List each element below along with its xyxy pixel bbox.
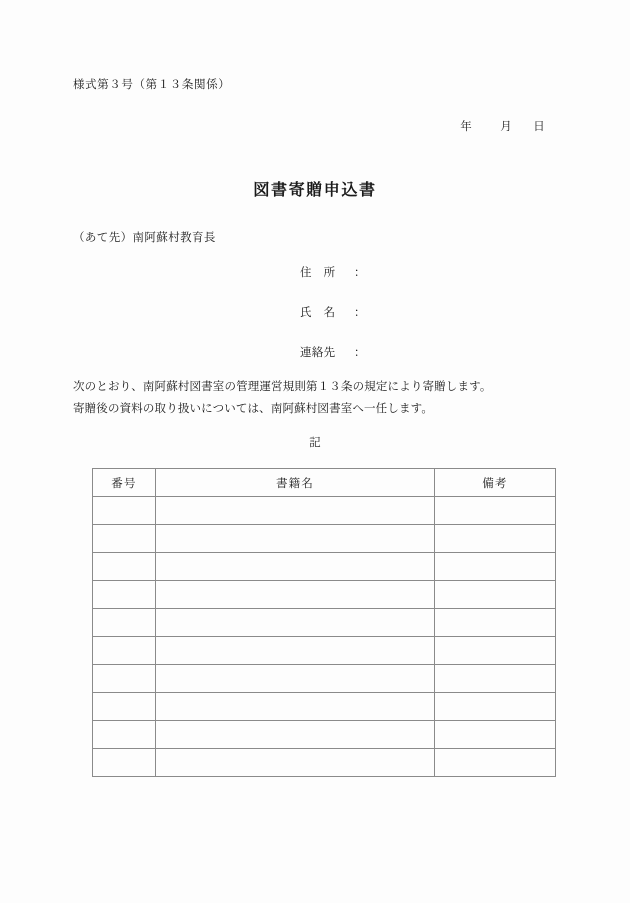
table-row xyxy=(93,525,556,553)
cell-book-title[interactable] xyxy=(156,721,435,749)
column-header-book-title: 書籍名 xyxy=(156,469,435,497)
column-header-remark: 備考 xyxy=(435,469,556,497)
cell-book-title[interactable] xyxy=(156,581,435,609)
column-header-no: 番号 xyxy=(93,469,156,497)
name-field-label: 氏 名 xyxy=(300,305,336,319)
table-body xyxy=(93,497,556,777)
cell-no[interactable] xyxy=(93,497,156,525)
page-title: 図書寄贈申込書 xyxy=(253,180,377,199)
table-header-row xyxy=(93,469,556,497)
contact-field-colon: ： xyxy=(354,345,366,359)
cell-remark[interactable] xyxy=(435,721,556,749)
cell-book-title[interactable] xyxy=(156,497,435,525)
field-row-address xyxy=(300,264,420,304)
contact-field-label: 連絡先 xyxy=(300,345,336,359)
cell-remark[interactable] xyxy=(435,637,556,665)
date-year-label: 年 xyxy=(460,119,472,133)
address-field-label: 住 所 xyxy=(300,265,336,279)
applicant-fields xyxy=(300,264,420,384)
cell-book-title[interactable] xyxy=(156,693,435,721)
table-row xyxy=(93,749,556,777)
addressee-label: （あて先）南阿蘇村教育長 xyxy=(73,230,216,244)
date-line xyxy=(446,118,552,134)
cell-book-title[interactable] xyxy=(156,609,435,637)
body-paragraph-line-1: 次のとおり、南阿蘇村図書室の管理運営規則第１３条の規定により寄贈します。 xyxy=(73,379,492,393)
cell-no[interactable] xyxy=(93,637,156,665)
cell-remark[interactable] xyxy=(435,581,556,609)
cell-no[interactable] xyxy=(93,609,156,637)
cell-no[interactable] xyxy=(93,581,156,609)
table-row xyxy=(93,721,556,749)
cell-no[interactable] xyxy=(93,693,156,721)
cell-no[interactable] xyxy=(93,665,156,693)
table-row xyxy=(93,637,556,665)
table-row xyxy=(93,497,556,525)
cell-remark[interactable] xyxy=(435,665,556,693)
table-row xyxy=(93,665,556,693)
cell-book-title[interactable] xyxy=(156,749,435,777)
name-field-colon: ： xyxy=(354,305,366,319)
cell-no[interactable] xyxy=(93,721,156,749)
cell-remark[interactable] xyxy=(435,609,556,637)
donated-books-table xyxy=(92,468,556,777)
body-paragraph-line-2: 寄贈後の資料の取り扱いについては、南阿蘇村図書室へ一任します。 xyxy=(73,401,433,415)
table-row xyxy=(93,553,556,581)
table-row xyxy=(93,609,556,637)
cell-remark[interactable] xyxy=(435,749,556,777)
address-field-colon: ： xyxy=(354,265,366,279)
cell-remark[interactable] xyxy=(435,553,556,581)
form-number-label: 様式第３号（第１３条関係） xyxy=(73,77,231,91)
date-month-label: 月 xyxy=(500,119,512,133)
cell-remark[interactable] xyxy=(435,497,556,525)
cell-no[interactable] xyxy=(93,749,156,777)
cell-no[interactable] xyxy=(93,525,156,553)
cell-book-title[interactable] xyxy=(156,553,435,581)
cell-book-title[interactable] xyxy=(156,665,435,693)
cell-remark[interactable] xyxy=(435,693,556,721)
table-row xyxy=(93,581,556,609)
table-row xyxy=(93,693,556,721)
cell-book-title[interactable] xyxy=(156,525,435,553)
cell-no[interactable] xyxy=(93,553,156,581)
cell-book-title[interactable] xyxy=(156,637,435,665)
body-paragraph xyxy=(73,375,491,419)
date-day-label: 日 xyxy=(533,119,545,133)
field-row-name xyxy=(300,304,420,344)
ki-marker: 記 xyxy=(309,435,321,449)
cell-remark[interactable] xyxy=(435,525,556,553)
